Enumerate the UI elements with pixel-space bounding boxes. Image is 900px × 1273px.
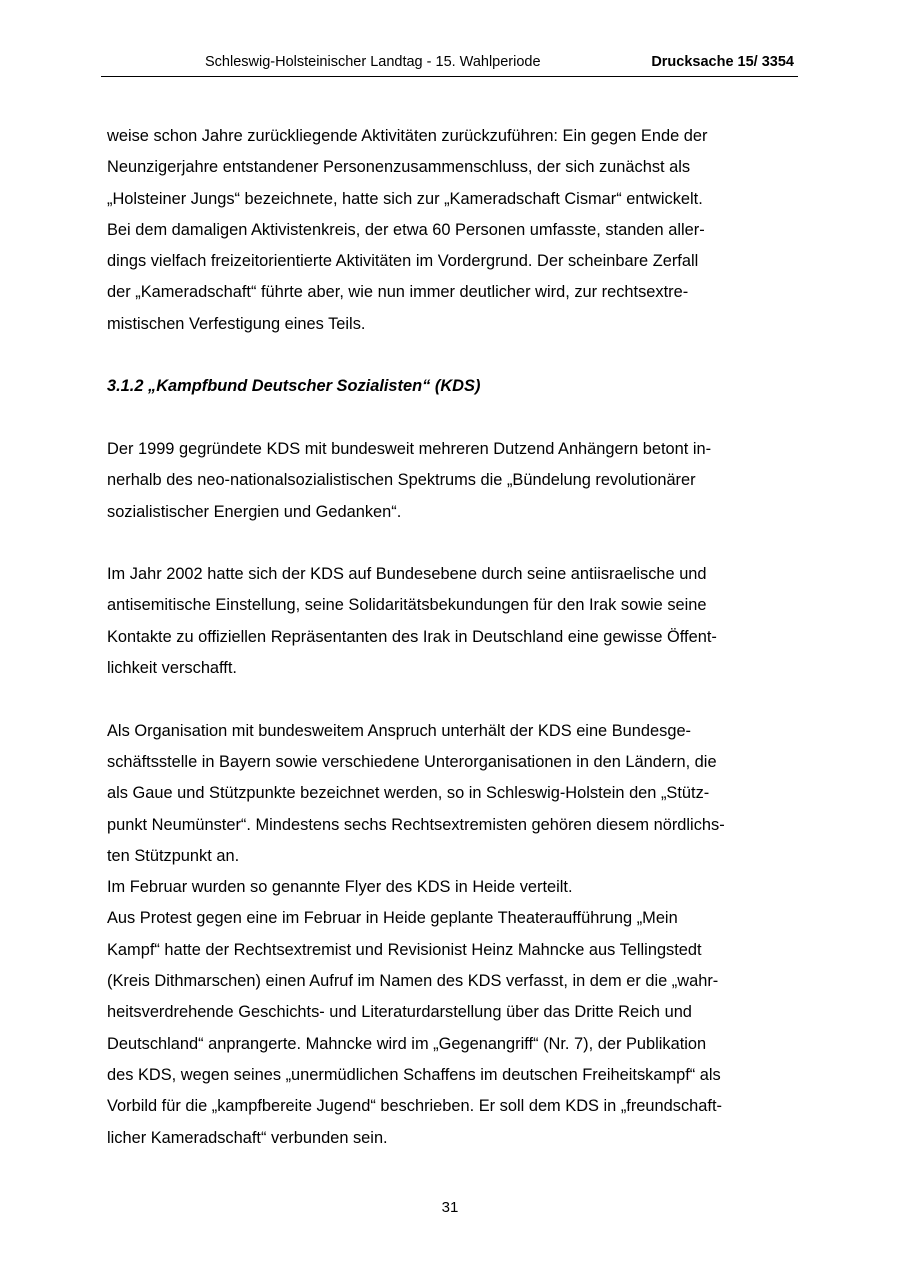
text-line: licher Kameradschaft“ verbunden sein. — [107, 1128, 388, 1147]
text-line: der „Kameradschaft“ führte aber, wie nun immer deutlicher wird, zur rechtsextre- — [107, 283, 689, 302]
text-line: Vorbild für die „kampfbereite Jugend“ beschrieben. Er soll dem KDS in „freundschaft- — [107, 1097, 722, 1116]
document-body — [107, 121, 807, 1154]
paragraph-kameradschaft — [107, 121, 807, 340]
page-number: 31 — [441, 1199, 459, 1216]
section-heading: 3.1.2 „Kampfbund Deutscher Sozialisten“ (KDS) — [107, 377, 481, 396]
text-line: Neunzigerjahre entstandener Personenzusammenschluss, der sich zunächst als — [107, 158, 691, 177]
paragraph-gap — [107, 684, 807, 715]
page-header — [101, 52, 798, 77]
paragraph-kds-2002 — [107, 559, 807, 684]
paragraph-kds-organisation — [107, 716, 807, 1154]
paragraph-gap — [107, 403, 807, 434]
text-line: nerhalb des neo-nationalsozialistischen Spektrums die „Bündelung revolutionärer — [107, 471, 696, 490]
text-line: Der 1999 gegründete KDS mit bundesweit mehreren Dutzend Anhängern betont in- — [107, 439, 712, 458]
text-line: sozialistischer Energien und Gedanken“. — [107, 502, 402, 521]
text-line: Im Februar wurden so genannte Flyer des KDS in Heide verteilt. — [107, 878, 573, 897]
text-line: des KDS, wegen seines „unermüdlichen Schaffens im deutschen Freiheitskampf“ als — [107, 1065, 721, 1084]
text-line: lichkeit verschafft. — [107, 659, 237, 678]
header-doc-reference: Drucksache 15/ 3354 — [651, 54, 794, 70]
text-line: Im Jahr 2002 hatte sich der KDS auf Bundesebene durch seine antiisraelische und — [107, 565, 707, 584]
text-line: Kampf“ hatte der Rechtsextremist und Revisionist Heinz Mahncke aus Tellingstedt — [107, 940, 702, 959]
paragraph-gap — [107, 340, 807, 371]
text-line: antisemitische Einstellung, seine Solidaritätsbekundungen für den Irak sowie seine — [107, 596, 707, 615]
text-line: Als Organisation mit bundesweitem Anspruch unterhält der KDS eine Bundesge- — [107, 721, 692, 740]
header-title: Schleswig-Holsteinischer Landtag - 15. Wahlperiode — [205, 54, 541, 70]
paragraph-gap — [107, 528, 807, 559]
text-line: heitsverdrehende Geschichts- und Literaturdarstellung über das Dritte Reich und — [107, 1003, 692, 1022]
text-line: punkt Neumünster“. Mindestens sechs Rechtsextremisten gehören diesem nördlichs- — [107, 815, 725, 834]
text-line: (Kreis Dithmarschen) einen Aufruf im Namen des KDS verfasst, in dem er die „wahr- — [107, 972, 719, 991]
text-line: „Holsteiner Jungs“ bezeichnete, hatte sich zur „Kameradschaft Cismar“ entwickelt. — [107, 189, 703, 208]
text-line: ten Stützpunkt an. — [107, 846, 240, 865]
text-line: schäftsstelle in Bayern sowie verschiedene Unterorganisationen in den Ländern, die — [107, 752, 717, 771]
text-line: Bei dem damaligen Aktivistenkreis, der etwa 60 Personen umfasste, standen aller- — [107, 220, 705, 239]
text-line: mistischen Verfestigung eines Teils. — [107, 314, 366, 333]
text-line: als Gaue und Stützpunkte bezeichnet werden, so in Schleswig-Holstein den „Stütz- — [107, 784, 710, 803]
text-line: Kontakte zu offiziellen Repräsentanten des Irak in Deutschland eine gewisse Öffent- — [107, 627, 717, 646]
text-line: Aus Protest gegen eine im Februar in Heide geplante Theateraufführung „Mein — [107, 909, 678, 928]
paragraph-kds-intro — [107, 434, 807, 528]
text-line: Deutschland“ anprangerte. Mahncke wird im „Gegenangriff“ (Nr. 7), der Publikation — [107, 1034, 707, 1053]
text-line: weise schon Jahre zurückliegende Aktivitäten zurückzuführen: Ein gegen Ende der — [107, 127, 708, 145]
text-line: dings vielfach freizeitorientierte Aktivitäten im Vordergrund. Der scheinbare Zerfall — [107, 252, 699, 271]
